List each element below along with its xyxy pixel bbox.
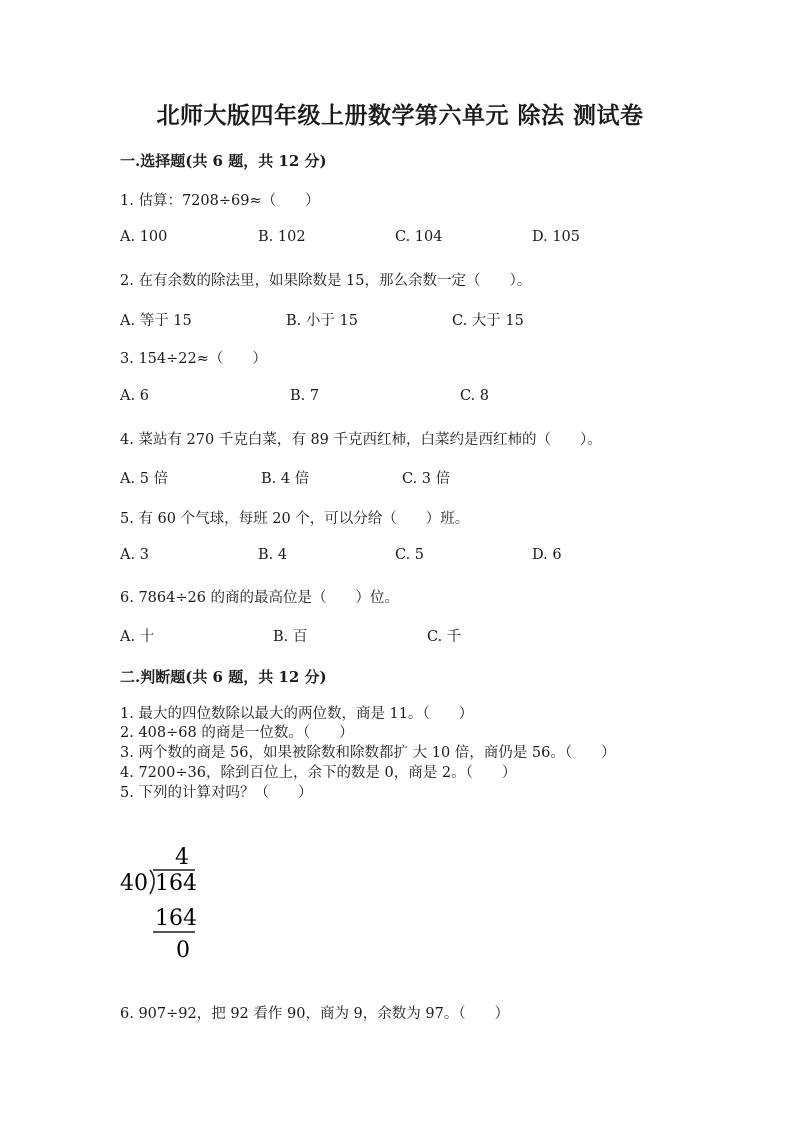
option-a: A. 100 xyxy=(120,229,168,245)
judgement-6: 6. 907÷92，把 92 看作 90，商为 9，余数为 97。（ ） xyxy=(120,1006,510,1022)
option-b: B. 7 xyxy=(290,388,320,404)
page-title: 北师大版四年级上册数学第六单元 除法 测试卷 xyxy=(156,102,644,129)
option-c: C. 3 倍 xyxy=(402,471,451,487)
option-a: A. 6 xyxy=(120,388,149,404)
option-a: A. 3 xyxy=(120,547,149,563)
judgement-2: 2. 408÷68 的商是一位数。（ ） xyxy=(120,725,354,741)
judgement-3: 3. 两个数的商是 56，如果被除数和除数都扩 大 10 倍，商仍是 56。（ ） xyxy=(120,745,616,761)
option-b: B. 4 倍 xyxy=(261,471,310,487)
option-b: B. 小于 15 xyxy=(286,313,358,329)
question-5: 5. 有 60 个气球，每班 20 个，可以分给（ ）班。 xyxy=(120,511,470,527)
section-heading-choice: 一.选择题(共 6 题，共 12 分) xyxy=(120,152,327,170)
option-c: C. 104 xyxy=(395,229,443,245)
judgement-1: 1. 最大的四位数除以最大的两位数，商是 11。（ ） xyxy=(120,706,474,722)
division-remainder: 0 xyxy=(176,938,190,963)
option-d: D. 6 xyxy=(532,547,562,563)
option-a: A. 十 xyxy=(120,629,155,645)
division-bracket xyxy=(150,870,154,894)
option-c: C. 5 xyxy=(395,547,425,563)
question-3: 3. 154÷22≈（ ） xyxy=(120,351,267,367)
option-c: C. 千 xyxy=(427,629,462,645)
option-c: C. 大于 15 xyxy=(452,313,524,329)
question-4: 4. 菜站有 270 千克白菜，有 89 千克西红柿，白菜约是西红柿的（ ）。 xyxy=(120,432,602,448)
option-b: B. 百 xyxy=(273,629,308,645)
division-divisor: 40 xyxy=(120,871,148,896)
option-a: A. 等于 15 xyxy=(120,313,192,329)
question-1: 1. 估算：7208÷69≈（ ） xyxy=(120,193,320,209)
question-2: 2. 在有余数的除法里，如果除数是 15，那么余数一定（ ）。 xyxy=(120,273,532,289)
question-6: 6. 7864÷26 的商的最高位是（ ）位。 xyxy=(120,590,400,606)
option-c: C. 8 xyxy=(460,388,490,404)
option-b: B. 102 xyxy=(258,229,306,245)
option-d: D. 105 xyxy=(532,229,581,245)
division-dividend: 164 xyxy=(155,871,197,896)
judgement-4: 4. 7200÷36，除到百位上，余下的数是 0，商是 2。（ ） xyxy=(120,765,517,781)
option-b: B. 4 xyxy=(258,547,288,563)
long-division-figure xyxy=(115,840,225,970)
option-a: A. 5 倍 xyxy=(120,471,169,487)
division-quotient: 4 xyxy=(175,845,189,870)
division-product: 164 xyxy=(155,906,197,931)
section-heading-judgement: 二.判断题(共 6 题，共 12 分) xyxy=(120,668,327,686)
judgement-5: 5. 下列的计算对吗？（ ） xyxy=(120,785,313,801)
